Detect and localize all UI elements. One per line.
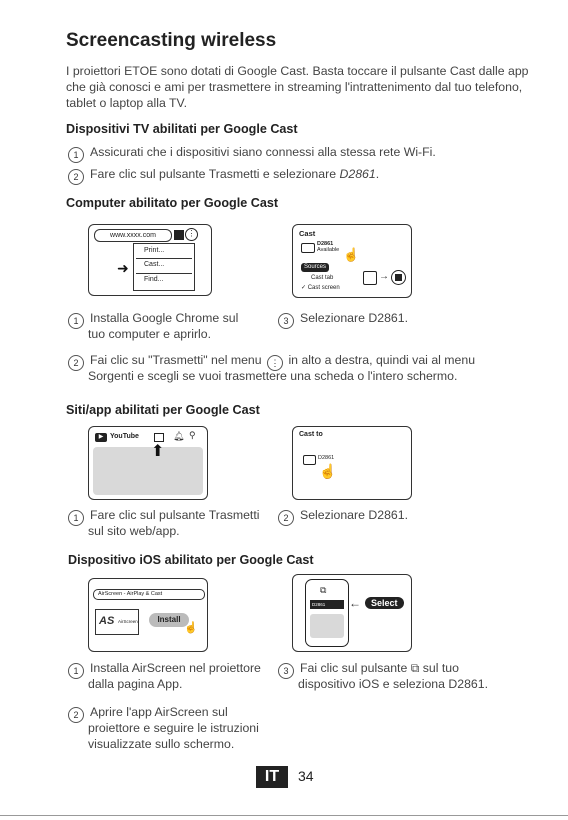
- arrow-left-icon: ←: [349, 596, 361, 610]
- more-menu-icon: ⋮: [185, 228, 198, 241]
- tv-icon: [303, 455, 316, 465]
- phone-frame: [305, 579, 349, 647]
- menu-item-cast: Cast...: [144, 261, 165, 268]
- tv-step-2: [68, 166, 379, 185]
- ios-section-heading: Dispositivo iOS abilitato per Google Cast: [68, 553, 314, 567]
- sites-step-1-text: Fare clic sul pulsante Trasmetti: [90, 508, 260, 522]
- cast-to-title: Cast to: [299, 431, 323, 438]
- step-number: 1: [68, 663, 84, 679]
- computer-step-1-text: Installa Google Chrome sul: [90, 311, 239, 325]
- step-number: 3: [278, 313, 294, 329]
- ios-step-3-text: Fai clic sul pulsante: [300, 661, 408, 675]
- video-area: [93, 447, 203, 495]
- airscreen-logo: [95, 609, 139, 635]
- option-cast-screen: ✓ Cast screen: [301, 285, 340, 291]
- tv-icon: [301, 243, 315, 253]
- arrow-right-icon: ➜: [117, 260, 129, 276]
- menu-item-find: Find...: [144, 276, 164, 283]
- url-bar: www.xxxx.com: [94, 229, 172, 242]
- bottom-divider: [0, 815, 568, 816]
- tv-step-2-text: Fare clic sul pulsante Trasmetti e selezionare: [90, 167, 340, 181]
- ios-step-2-cont-1: proiettore e seguire le istruzioni: [88, 721, 259, 735]
- install-button: Install: [149, 613, 189, 627]
- step-number: 2: [278, 510, 294, 526]
- ios-step-3-cont: dispositivo iOS e seleziona D2861.: [298, 677, 489, 691]
- screen-icon: [363, 271, 377, 285]
- computer-step-2-text: Fai clic su "Trasmetti" nel menu: [90, 353, 262, 367]
- step-number: 2: [68, 707, 84, 723]
- cast-box-icon: [174, 230, 184, 240]
- language-badge: IT: [256, 766, 288, 788]
- more-menu-icon: ⋮: [267, 355, 283, 371]
- sources-dropdown: Sources: [301, 263, 329, 272]
- tv-step-1-text: Assicurati che i dispositivi siano connessi alla stessa rete Wi-Fi.: [90, 145, 436, 159]
- airscreen-logo-text: AirScreen: [118, 619, 138, 624]
- screen-record-icon: [391, 270, 406, 285]
- tv-step-2-device: D2861: [339, 167, 376, 181]
- ios-step-1-text: Installa AirScreen nel proiettore: [90, 661, 261, 675]
- phone-device-row: [310, 600, 344, 609]
- ios-step-3-text-b: sul tuo: [422, 661, 459, 675]
- page-title: Screencasting wireless: [66, 30, 277, 51]
- ios-step-2-cont-2: visualizzate sullo schermo.: [88, 737, 235, 751]
- screen-mirror-icon: ⧉: [320, 585, 327, 595]
- cast-to-illustration: [292, 426, 412, 500]
- browser-menu: [133, 243, 195, 291]
- arrow-up-icon: ⬆: [151, 443, 165, 460]
- ios-phone-illustration: [292, 574, 412, 652]
- youtube-label: YouTube: [110, 433, 139, 440]
- hand-pointer-icon: ☝: [319, 463, 337, 479]
- cast-panel-title: Cast: [299, 229, 316, 238]
- youtube-play-icon: ▶: [95, 433, 107, 442]
- step-number: 1: [68, 147, 84, 163]
- hand-pointer-icon: ☝: [343, 247, 360, 262]
- intro-paragraph: I proiettori ETOE sono dotati di Google Cast. Basta toccare il pulsante Cast dalle app che già conosci e ami per trasmettere in streaming l'intrattenimento dal tuo telefono, tablet o laptop alla TV.: [66, 64, 529, 110]
- computer-section-heading: Computer abilitato per Google Cast: [66, 196, 279, 210]
- phone-device-name: D2861: [312, 602, 326, 607]
- sites-step-1-cont: sul sito web/app.: [88, 524, 180, 538]
- menu-item-print: Print...: [144, 247, 165, 254]
- cast-device-name: D2861: [317, 241, 334, 247]
- option-cast-screen-label: Cast screen: [307, 285, 340, 291]
- app-store-bar: AirScreen - AirPlay & Cast: [93, 589, 205, 600]
- arrow-icon: →: [379, 271, 389, 282]
- bell-icon: 🔔︎: [173, 431, 185, 441]
- airscreen-install-illustration: [88, 578, 208, 652]
- chrome-browser-illustration: [88, 224, 212, 296]
- search-icon: ⚲: [189, 430, 196, 440]
- ios-step-2-text: Aprire l'app AirScreen sul: [90, 705, 228, 719]
- step-number: 1: [68, 313, 84, 329]
- sites-step-2-text: Selezionare D2861.: [300, 508, 409, 522]
- cast-device-status: Available: [317, 247, 340, 253]
- cast-to-device: D2861: [318, 455, 335, 461]
- step-number: 2: [68, 169, 84, 185]
- screen-mirror-icon: ⧉: [410, 661, 420, 675]
- computer-step-3-text: Selezionare D2861.: [300, 311, 409, 325]
- option-cast-tab: Cast tab: [311, 275, 334, 281]
- step-number: 1: [68, 510, 84, 526]
- cast-device: [317, 241, 339, 253]
- computer-step-1-cont: tuo computer e aprirlo.: [88, 327, 212, 341]
- computer-step-2-text-b: in alto a destra, quindi vai al menu: [288, 353, 476, 367]
- computer-step-3: [278, 310, 408, 329]
- computer-step-2-cont: Sorgenti e scegli se vuoi trasmettere una scheda o l'intero schermo.: [88, 369, 458, 383]
- tv-section-heading: Dispositivi TV abilitati per Google Cast: [66, 122, 298, 136]
- select-button: Select: [365, 597, 404, 609]
- hand-pointer-icon: ☝: [184, 622, 198, 634]
- sites-section-heading: Siti/app abilitati per Google Cast: [66, 403, 260, 417]
- tv-step-2-suffix: .: [375, 167, 380, 181]
- ios-step-1-cont: dalla pagina App.: [88, 677, 183, 691]
- sites-step-2: [278, 507, 408, 526]
- airscreen-logo-mark: AS: [99, 615, 115, 627]
- tv-step-1: [68, 144, 436, 163]
- youtube-illustration: [88, 426, 208, 500]
- phone-content: [310, 614, 344, 638]
- page-number: 34: [298, 768, 314, 784]
- cast-panel-illustration: [292, 224, 412, 298]
- step-number: 3: [278, 663, 294, 679]
- step-number: 2: [68, 355, 84, 371]
